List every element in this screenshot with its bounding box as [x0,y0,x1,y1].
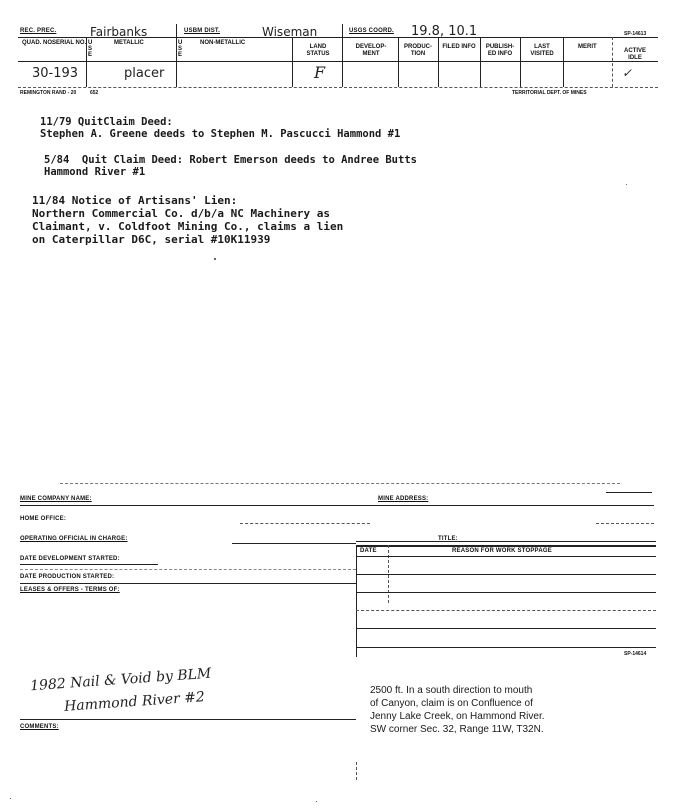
stray-mark [10,798,11,799]
use-label-nonmetallic: U S E [178,40,183,58]
home-office-label: HOME OFFICE: [20,516,67,522]
metallic-value: placer [124,66,165,81]
entry-3-line-1: 11/84 Notice of Artisans' Lien: [32,194,238,207]
land-status-label: LAND STATUS [306,44,330,57]
land-status-value: F [314,63,326,82]
quad-label: QUAD. NO. [22,40,54,46]
entry-3-line-3: Claimant, v. Coldfoot Mining Co., claims a lien [32,220,344,233]
form-number-top: SP-14613 [624,31,647,37]
printer-label: REMINGTON RAND - 20 [20,90,77,96]
filed-info-label: FILED INFO [442,44,476,50]
merit-label: MERIT [578,44,597,50]
date-production-label: DATE PRODUCTION STARTED: [20,574,115,580]
location-note-line-4: SW corner Sec. 32, Range 11W, T32N. [370,724,544,735]
usgs-coord-value: 19.8, 10.1 [411,24,478,39]
date-development-label: DATE DEVELOPMENT STARTED: [20,556,120,562]
active-idle-label: ACTIVE IDLE [623,48,646,61]
entry-3-line-4: on Caterpillar D6C, serial #10K11939 [32,233,271,246]
stray-mark [214,258,216,260]
leases-label: LEASES & OFFERS - TERMS OF: [20,587,120,593]
usgs-coord-label: USGS COORD. [349,28,394,34]
serial-label: SERIAL NO. [52,40,87,46]
date-column-label: DATE [360,548,377,554]
stray-mark [626,184,627,185]
mine-company-name-label: MINE COMPANY NAME: [20,496,92,502]
location-note-line-2: of Canyon, claim is on Confluence of [370,698,533,709]
reason-label: REASON FOR WORK STOPPAGE [452,548,552,554]
published-info-label: PUBLISH-ED INFO [485,44,515,57]
usbm-dist-label: USBM DIST. [184,28,221,34]
entry-3-line-2: Northern Commercial Co. d/b/a NC Machinery as [32,207,331,220]
entry-1-line-2: Stephen A. Greene deeds to Stephen M. Pascucci Hammond #1 [40,128,401,140]
operating-official-label: OPERATING OFFICIAL IN CHARGE: [20,536,128,542]
use-label-metallic: U S E [88,40,93,58]
rec-prec-value: Fairbanks [90,25,148,39]
title-label: TITLE: [438,536,458,542]
nonmetallic-label: NON-METALLIC [200,40,246,46]
last-visited-label: LAST VISITED [530,44,554,57]
production-label: PRODUC-TION [404,44,432,57]
stray-mark [316,801,317,802]
location-note-line-3: Jenny Lake Creek, on Hammond River. [370,711,545,722]
entry-2-line-1: 5/84 Quit Claim Deed: Robert Emerson deeds to Andree Butts [44,154,417,166]
active-idle-check-icon: ✓ [622,66,633,80]
dept-label: TERRITORIAL DEPT. OF MINES [512,90,587,96]
handwritten-note-line-1: 1982 Nail & Void by BLM [29,665,212,695]
mine-address-label: MINE ADDRESS: [378,496,429,502]
development-label: DEVELOP-MENT [355,44,387,57]
metallic-label: METALLIC [114,40,144,46]
entry-1-line-1: 11/79 QuitClaim Deed: [40,116,173,128]
handwritten-note-line-2: Hammond River #2 [63,689,206,715]
entry-2-line-2: Hammond River #1 [44,166,146,178]
location-note-line-1: 2500 ft. In a south direction to mouth [370,685,533,696]
rec-prec-label: REC. PREC. [20,28,57,34]
quad-value: 30-193 [32,66,79,81]
comments-label: COMMENTS: [20,724,59,730]
form-number-bottom: SP-14614 [624,651,647,657]
printer-code: 652 [90,90,99,96]
usbm-dist-value: Wiseman [262,25,318,39]
